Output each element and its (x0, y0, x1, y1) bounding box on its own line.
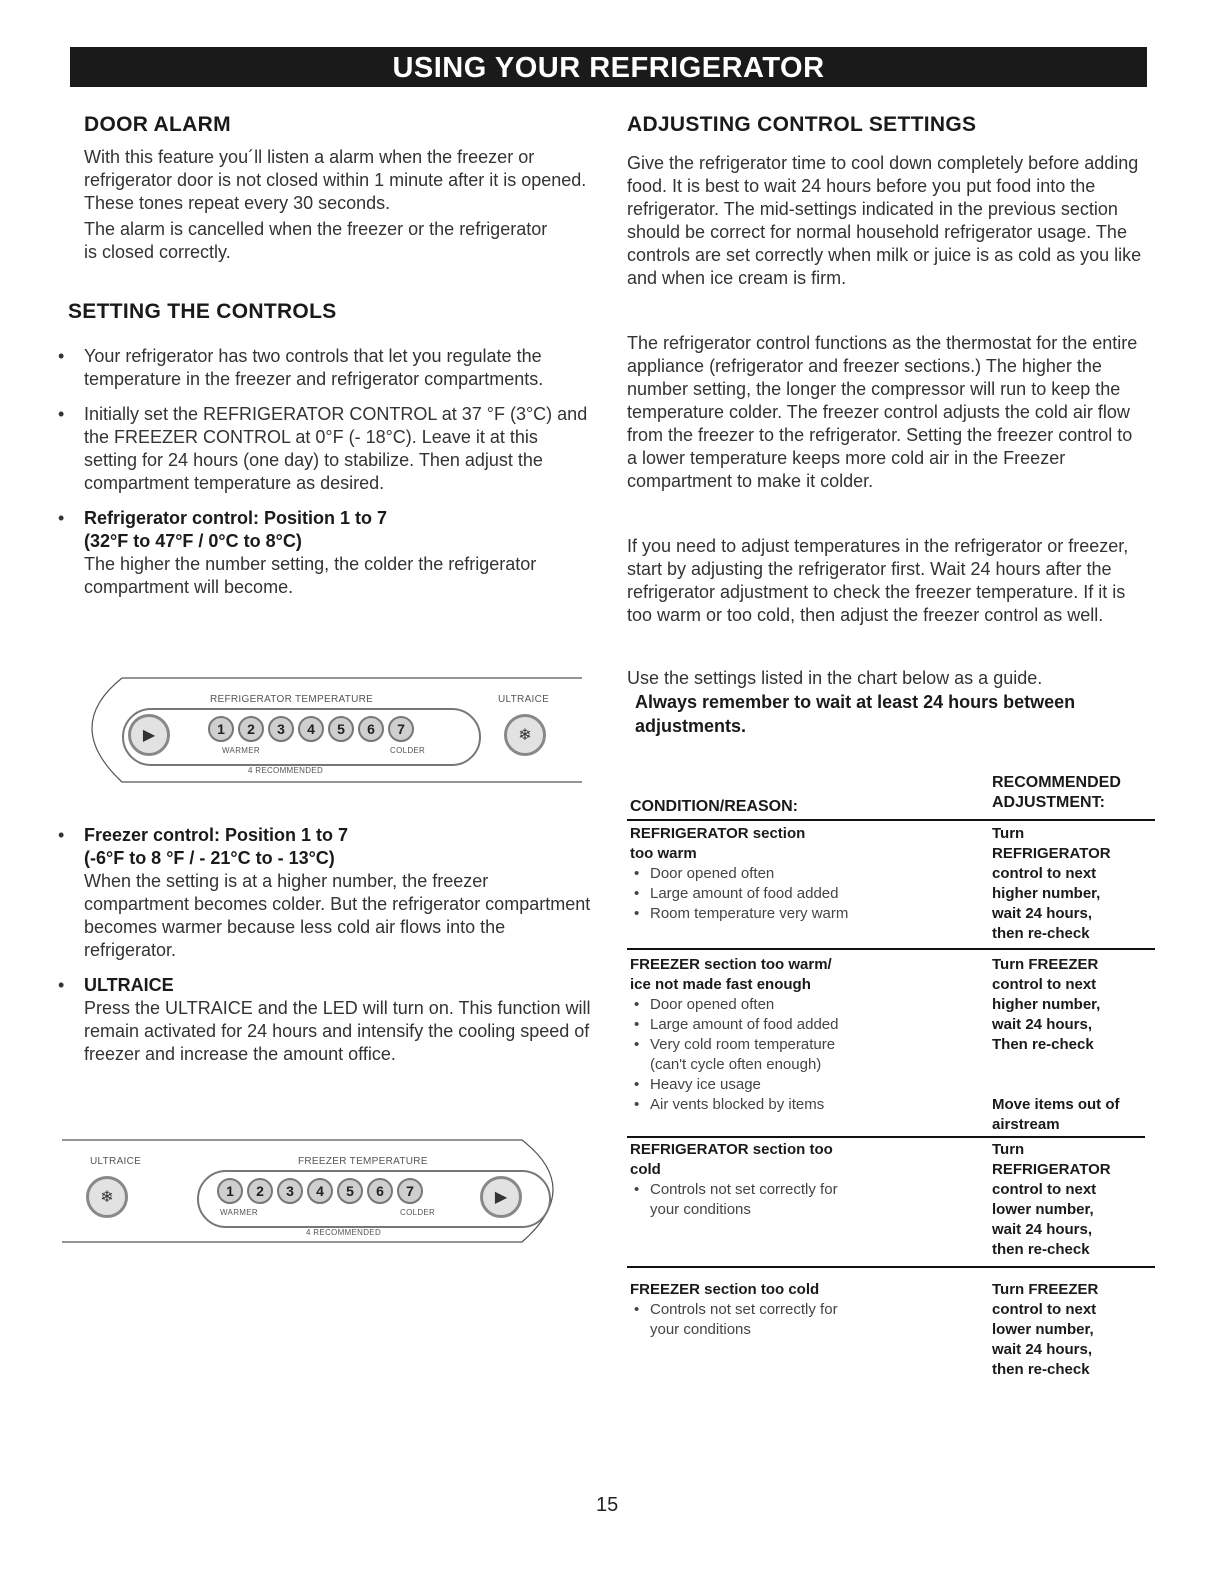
adjustment-line: Turn (992, 1141, 1025, 1158)
door-alarm-p2: The alarm is cancelled when the freezer or the refrigerator is closed correctly. (84, 219, 548, 262)
setting-7: 7 (388, 716, 414, 742)
refrigerator-control-panel (62, 676, 584, 786)
adjustment-line: Turn (992, 825, 1025, 842)
list-item: • Large amount of food added (630, 1015, 975, 1035)
panel-title: FREEZER TEMPERATURE (298, 1156, 428, 1167)
list-item: • Room temperature very warm (630, 904, 975, 924)
adjustment-line: higher number, (992, 885, 1101, 902)
setting-7: 7 (397, 1178, 423, 1204)
ultraice-label: ULTRAICE (498, 694, 550, 705)
adjustment-cell (992, 1280, 1157, 1380)
adjustment-line: lower number, (992, 1321, 1094, 1338)
recommended-header (992, 773, 1121, 813)
setting-1: 1 (217, 1178, 243, 1204)
bullet-text: The higher the number setting, the colder the refrigerator compartment will become. (84, 554, 537, 597)
setting-3: 3 (277, 1178, 303, 1204)
list-item: • Air vents blocked by items (630, 1095, 975, 1115)
bullet-text: When the setting is at a higher number, the freezer compartment becomes colder. But the refrigerator compartment becomes warmer because less cold air flows into the refrigerator. (84, 871, 591, 960)
condition-cell (630, 1140, 975, 1220)
warmer-label: WARMER (222, 746, 260, 755)
setting-6: 6 (367, 1178, 393, 1204)
condition-cell (630, 824, 975, 924)
adjustment-line: lower number, (992, 1201, 1094, 1218)
condition-title: REFRIGERATOR section (630, 825, 806, 842)
list-item: • Controls not set correctly for (630, 1300, 975, 1320)
door-alarm-heading: DOOR ALARM (84, 113, 231, 136)
condition-title: FREEZER section too warm/ (630, 956, 832, 973)
ultraice-button[interactable] (86, 1176, 128, 1218)
setting-bullets-top (58, 345, 593, 611)
bullet-item: • Freezer control: Position 1 to 7 (-6°F to 8 °F / - 21°C to - 13°C) When the setting is at a higher number, the freezer compartment becomes colder. But the refrigerator compartment becomes warmer because less cold air flows into the refrigerator. (58, 824, 593, 962)
adjustment-label: ADJUSTMENT: (992, 794, 1105, 811)
recommended-label: 4 RECOMMENDED (306, 1228, 382, 1237)
adjustment-line: control to next (992, 1181, 1097, 1198)
divider (627, 1136, 1145, 1138)
adjustment-line: REFRIGERATOR (992, 1161, 1111, 1178)
bullet-item: • Initially set the REFRIGERATOR CONTROL at 37 °F (3°C) and the FREEZER CONTROL at 0°F (- 18°C). Leave it at this setting for 24 hours (one day) to stabilize. Then adjust the compartment temperature as desired. (58, 404, 588, 493)
snowflake-icon: ❄ (100, 1189, 114, 1206)
adjust-button[interactable] (480, 1176, 522, 1218)
condition-title: ice not made fast enough (630, 976, 811, 993)
adjust-button[interactable] (128, 714, 170, 756)
setting-4: 4 (307, 1178, 333, 1204)
bullet-text: Press the ULTRAICE and the LED will turn on. This function will remain activated for 24 hours and intensify the cooling speed of freezer and increase the amount office. (84, 998, 591, 1064)
setting-3: 3 (268, 716, 294, 742)
adjusting-heading: ADJUSTING CONTROL SETTINGS (627, 113, 977, 136)
adjustment-line: Turn FREEZER (992, 956, 1099, 973)
adjustment-line: wait 24 hours, (992, 1221, 1093, 1238)
divider (627, 948, 1155, 950)
adjusting-p3: If you need to adjust temperatures in the refrigerator or freezer, start by adjusting the refrigerator first. Wait 24 hours after the refrigerator adjustment to check the freezer temperature. If it is too warm or too cold, then adjust the freezer control as well. (627, 536, 1129, 625)
page-number: 15 (596, 1494, 619, 1516)
adjustment-line: Turn FREEZER (992, 1281, 1099, 1298)
setting-numbers (208, 716, 414, 742)
recommended-label: RECOMMENDED (992, 774, 1121, 791)
play-icon: ▶ (142, 727, 156, 744)
adjustment-cell (992, 824, 1157, 944)
adjusting-p2: The refrigerator control functions as the thermostat for the entire appliance (refrigerator and freezer sections.) The higher the number setting, the longer the compressor will run to keep the temperature colder. The freezer control adjusts the cold air flow from the freezer to the refrigerator. Setting the freezer control to a lower temperature keeps more cold air in the Freezer compartment to make it colder. (627, 333, 1138, 491)
snowflake-icon: ❄ (518, 727, 532, 744)
bullet-heading: Refrigerator control: Position 1 to 7 (84, 508, 388, 528)
list-item: • Very cold room temperature (630, 1035, 975, 1055)
bullet-item: • Your refrigerator has two controls that let you regulate the temperature in the freezer and refrigerator compartments. (58, 346, 544, 389)
adjustment-line: Move items out of (992, 1096, 1120, 1113)
condition-header: CONDITION/REASON: (630, 798, 798, 815)
list-item: • Heavy ice usage (630, 1075, 975, 1095)
bullet-heading: ULTRAICE (84, 975, 174, 995)
adjustment-line: REFRIGERATOR (992, 845, 1111, 862)
condition-title: FREEZER section too cold (630, 1281, 820, 1298)
adjustment-line: airstream (992, 1116, 1060, 1133)
adjustment-line: wait 24 hours, (992, 905, 1093, 922)
adjustment-cell (992, 955, 1157, 1135)
ultraice-button[interactable] (504, 714, 546, 756)
condition-cell (630, 1280, 975, 1340)
setting-numbers (217, 1178, 423, 1204)
bullet-heading: Freezer control: Position 1 to 7 (84, 825, 349, 845)
setting-4: 4 (298, 716, 324, 742)
warmer-label: WARMER (220, 1208, 258, 1217)
list-item: • Door opened often (630, 995, 975, 1015)
setting-2: 2 (238, 716, 264, 742)
adjustment-line: control to next (992, 1301, 1097, 1318)
adjustment-line: wait 24 hours, (992, 1016, 1093, 1033)
bullet-item: • Refrigerator control: Position 1 to 7 (32°F to 47°F / 0°C to 8°C) The higher the number setting, the colder the refrigerator compartment will become. (58, 507, 593, 599)
bullet-subheading: (32°F to 47°F / 0°C to 8°C) (84, 531, 302, 551)
colder-label: COLDER (390, 746, 426, 755)
colder-label: COLDER (400, 1208, 436, 1217)
play-icon: ▶ (494, 1189, 508, 1206)
ultraice-label: ULTRAICE (90, 1156, 142, 1167)
adjustment-line: wait 24 hours, (992, 1341, 1093, 1358)
list-item: • Controls not set correctly for (630, 1180, 975, 1200)
setting-2: 2 (247, 1178, 273, 1204)
list-item: • Door opened often (630, 864, 975, 884)
condition-cell (630, 955, 975, 1115)
list-item-continued: your conditions (650, 1321, 751, 1338)
adjustment-line: Then re-check (992, 1036, 1094, 1053)
adjustment-line: then re-check (992, 1241, 1090, 1258)
adjustment-line: higher number, (992, 996, 1101, 1013)
bullet-subheading: (-6°F to 8 °F / - 21°C to - 13°C) (84, 848, 335, 868)
page-banner: USING YOUR REFRIGERATOR (70, 47, 1147, 87)
bullet-text: Initially set the REFRIGERATOR CONTROL at 37 °F (3°C) and the FREEZER CONTROL at 0°F (- 18°C). Leave it at this setting for 24 hours (one day) to stabilize. Then adjust the compartment temperature as desired. (84, 404, 588, 493)
adjustment-line: control to next (992, 976, 1097, 993)
recommended-label: 4 RECOMMENDED (248, 766, 324, 775)
adjustment-line: then re-check (992, 1361, 1090, 1378)
bullet-text: Your refrigerator has two controls that let you regulate the temperature in the freezer and refrigerator compartments. (84, 346, 544, 389)
wait-reminder: Always remember to wait at least 24 hours between adjustments. (635, 692, 1076, 736)
adjusting-p1: Give the refrigerator time to cool down completely before adding food. It is best to wait 24 hours before you put food into the refrigerator. The mid-settings indicated in the previous section should be correct for normal household refrigerator usage. The controls are set correctly when milk or juice is as cold as you like and when ice cream is firm. (627, 153, 1142, 288)
setting-5: 5 (328, 716, 354, 742)
setting-6: 6 (358, 716, 384, 742)
door-alarm-p1: With this feature you´ll listen a alarm when the freezer or refrigerator door is not closed within 1 minute after it is opened. These tones repeat every 30 seconds. (84, 147, 587, 213)
setting-bullets-bottom (58, 824, 593, 1078)
list-item-continued: your conditions (650, 1201, 751, 1218)
divider (627, 819, 1155, 821)
condition-title: too warm (630, 845, 697, 862)
divider (627, 1266, 1155, 1268)
condition-title: REFRIGERATOR section too (630, 1141, 833, 1158)
bullet-item: • ULTRAICE Press the ULTRAICE and the LED will turn on. This function will remain activated for 24 hours and intensify the cooling speed of freezer and increase the amount office. (58, 974, 593, 1066)
setting-1: 1 (208, 716, 234, 742)
condition-title: cold (630, 1161, 661, 1178)
adjusting-p4: Use the settings listed in the chart below as a guide. (627, 668, 1043, 688)
panel-title: REFRIGERATOR TEMPERATURE (210, 694, 374, 705)
freezer-control-panel (62, 1138, 584, 1248)
setting-controls-heading: SETTING THE CONTROLS (68, 300, 337, 323)
list-item-continued: (can't cycle often enough) (650, 1056, 822, 1073)
adjustment-line: control to next (992, 865, 1097, 882)
setting-5: 5 (337, 1178, 363, 1204)
adjustment-cell (992, 1140, 1157, 1260)
list-item: • Large amount of food added (630, 884, 975, 904)
adjustment-line: then re-check (992, 925, 1090, 942)
